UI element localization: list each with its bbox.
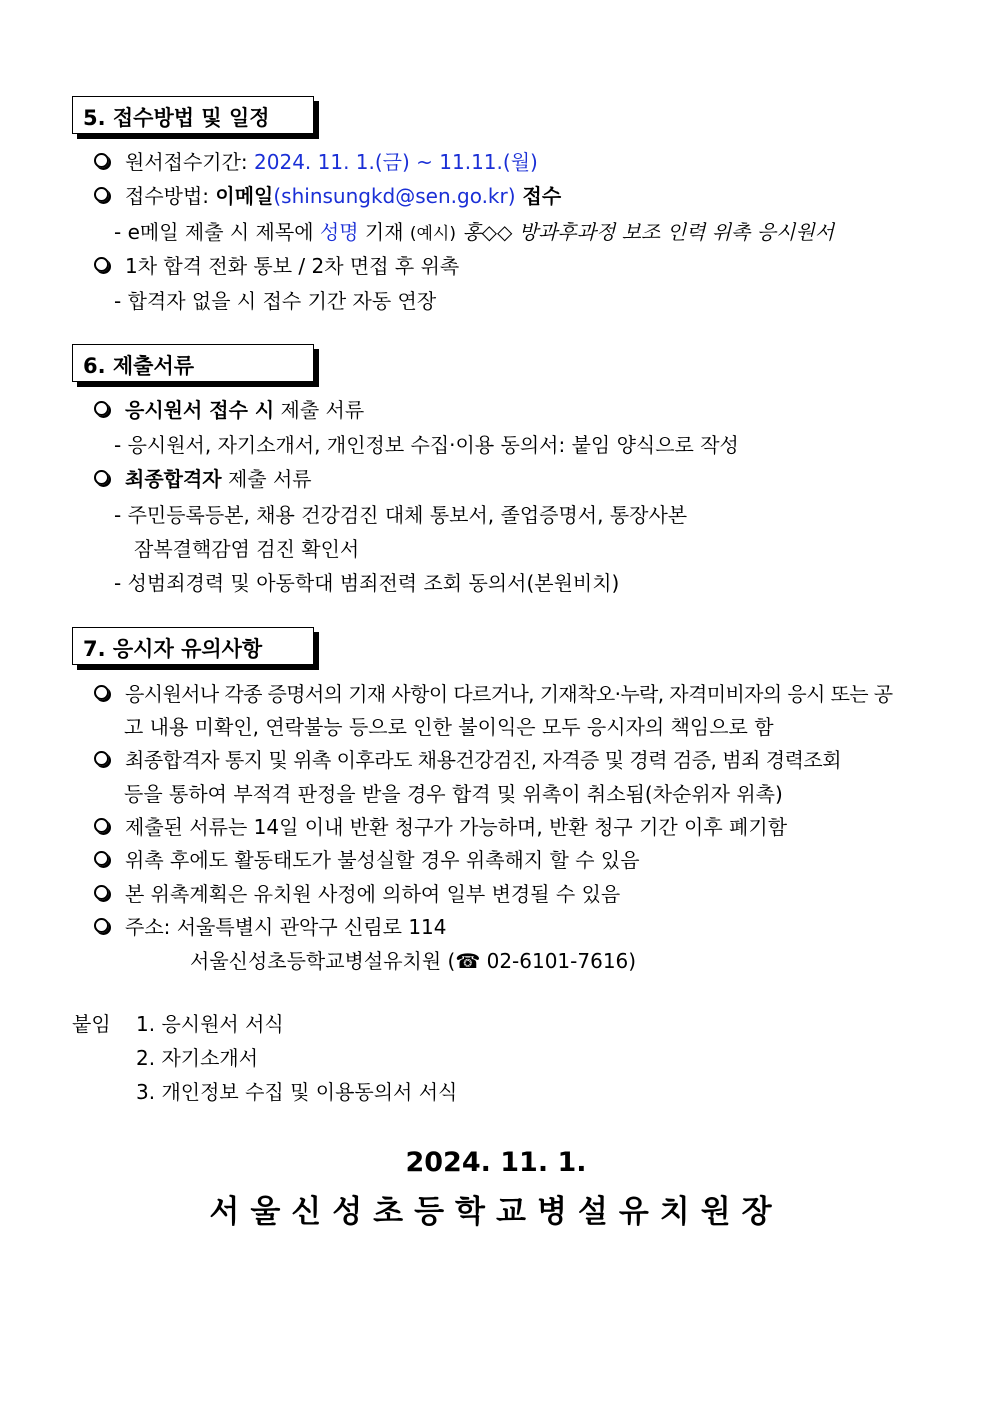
bullet-circle-icon: [94, 918, 109, 933]
bullet-circle-icon: [94, 851, 109, 866]
section6-sub2c: - 성범죄경력 및 아동학대 범죄전력 조회 동의서(본원비치): [114, 571, 620, 595]
section5-item3: 1차 합격 전화 통보 / 2차 면접 후 위촉: [94, 254, 459, 278]
section5-period: 원서접수기간: 2024. 11. 1.(금) ~ 11.11.(월): [94, 150, 538, 174]
bullet-circle-icon: [94, 818, 109, 833]
bullet-circle-icon: [94, 885, 109, 900]
section6-title: 6. 제출서류: [83, 354, 195, 378]
email-link[interactable]: (shinsungkd@sen.go.kr): [273, 184, 516, 208]
attachment-item-3: 3. 개인정보 수집 및 이용동의서 서식: [136, 1080, 458, 1104]
attachments-label: 붙임: [72, 1012, 111, 1036]
bullet-circle-icon: [94, 470, 109, 485]
section7-note5: 본 위촉계획은 유치원 사정에 의하여 일부 변경될 수 있음: [94, 882, 620, 906]
section7-note2b: 등을 통하여 부적격 판정을 받을 경우 합격 및 위촉이 취소됨(차순위자 위촉): [124, 782, 783, 806]
bullet-circle-icon: [94, 153, 109, 168]
section6-sub2a: - 주민등록등본, 채용 건강검진 대체 통보서, 졸업증명서, 통장사본: [114, 503, 688, 527]
section7-note2a: 최종합격자 통지 및 위촉 이후라도 채용건강검진, 자격증 및 경력 검증, 범죄 경력조회: [94, 748, 841, 772]
attachment-item-1: 1. 응시원서 서식: [136, 1012, 284, 1036]
section6-item1: 응시원서 접수 시 제출 서류: [94, 398, 364, 422]
section6-sub2b: 잠복결핵감염 검진 확인서: [134, 537, 360, 561]
signature: 서울신성초등학교병설유치원장: [209, 1194, 783, 1230]
bullet-circle-icon: [94, 751, 109, 766]
bullet-circle-icon: [94, 257, 109, 272]
section5-header: [72, 96, 314, 134]
bullet-circle-icon: [94, 401, 109, 416]
section5-method: 접수방법: 이메일(shinsungkd@sen.go.kr) 접수: [94, 184, 561, 208]
section6-sub1: - 응시원서, 자기소개서, 개인정보 수집·이용 동의서: 붙임 양식으로 작성: [114, 433, 739, 457]
document-date: 2024. 11. 1.: [405, 1147, 587, 1178]
section6-header: [72, 344, 314, 382]
section7-note1b: 고 내용 미확인, 연락불능 등으로 인한 불이익은 모두 응시자의 책임으로 함: [124, 715, 774, 739]
section6-item2: 최종합격자 제출 서류: [94, 467, 312, 491]
section7-address: 주소: 서울특별시 관악구 신림로 114: [94, 915, 447, 939]
bullet-circle-icon: [94, 685, 109, 700]
section7-title: 7. 응시자 유의사항: [83, 637, 263, 661]
section5-sub3: - 합격자 없을 시 접수 기간 자동 연장: [114, 289, 437, 313]
section7-note1a: 응시원서나 각종 증명서의 기재 사항이 다르거나, 기재착오·누락, 자격미비자의 응시 또는 공: [94, 682, 893, 706]
attachment-item-2: 2. 자기소개서: [136, 1046, 259, 1070]
period-value: 2024. 11. 1.(금) ~ 11.11.(월): [254, 150, 538, 174]
bullet-circle-icon: [94, 187, 109, 202]
section7-note3: 제출된 서류는 14일 이내 반환 청구가 가능하며, 반환 청구 기간 이후 폐기함: [94, 815, 787, 839]
section7-note4: 위촉 후에도 활동태도가 불성실할 경우 위촉해지 할 수 있음: [94, 848, 640, 872]
section5-title: 5. 접수방법 및 일정: [83, 106, 270, 130]
section7-address-line2: 서울신성초등학교병설유치원 (☎ 02-6101-7616): [190, 949, 637, 973]
section7-header: [72, 627, 314, 665]
section5-email-note: - e메일 제출 시 제목에 성명 기재 (예시) 홍◇◇ 방과후과정 보조 인력 위촉 응시원서: [114, 220, 835, 244]
